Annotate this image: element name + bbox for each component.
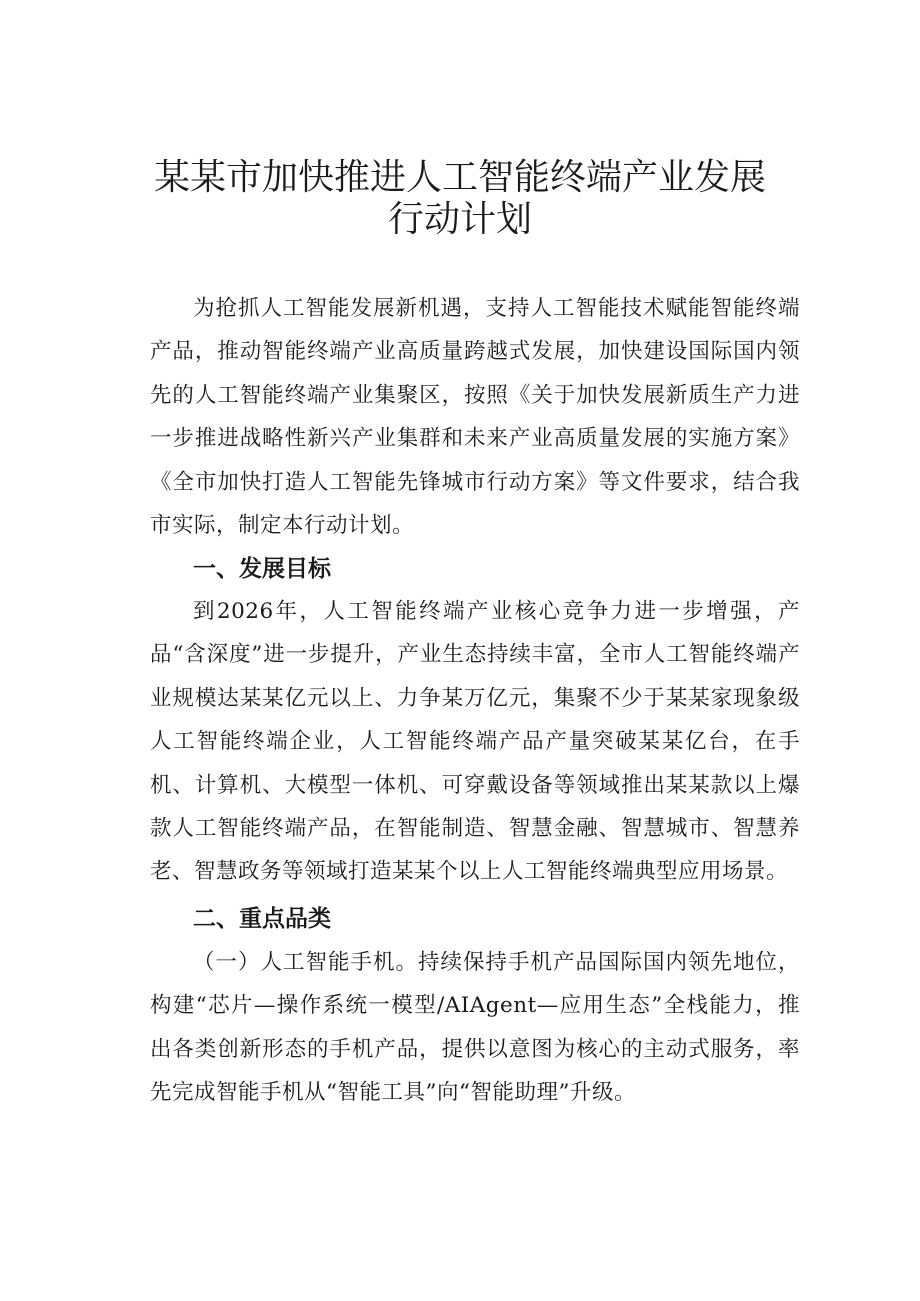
category-paragraph-ai-phone: （一）人工智能手机。持续保持手机产品国际国内领先地位，构建“芯片—操作系统一模型/AIAgent—应用生态”全栈能力，推出各类创新形态的手机产品，提供以意图为核心的主动式服务，率先完成智能手机从“智能工具”向“智能助理”升级。: [150, 950, 800, 1106]
section-heading-categories: 二、重点品类: [193, 906, 331, 932]
document-title-line2: 行动计划: [387, 199, 532, 240]
document-title-line1: 某某市加快推进人工智能终端产业发展: [153, 157, 766, 198]
goals-paragraph: 到2026年，人工智能终端产业核心竞争力进一步增强，产品“含深度”进一步提升，产业生态持续丰富，全市人工智能终端产业规模达某某亿元以上、力争某万亿元，集聚不少于某某家现象级人工智能终端企业，人工智能终端产品产量突破某某亿台，在手机、计算机、大模型一体机、可穿戴设备等领域推出某某款以上爆款人工智能终端产品，在智能制造、智慧金融、智慧城市、智慧养老、智慧政务等领域打造某某个以上人工智能终端典型应用场景。: [150, 599, 800, 885]
intro-paragraph: 为抢抓人工智能发展新机遇，支持人工智能技术赋能智能终端产品，推动智能终端产业高质量跨越式发展，加快建设国际国内领先的人工智能终端产业集聚区，按照《关于加快发展新质生产力进一步推进战略性新兴产业集群和未来产业高质量发展的实施方案》《全市加快打造人工智能先锋城市行动方案》等文件要求，结合我市实际，制定本行动计划。: [150, 296, 800, 539]
section-heading-goals: 一、发展目标: [193, 556, 331, 582]
